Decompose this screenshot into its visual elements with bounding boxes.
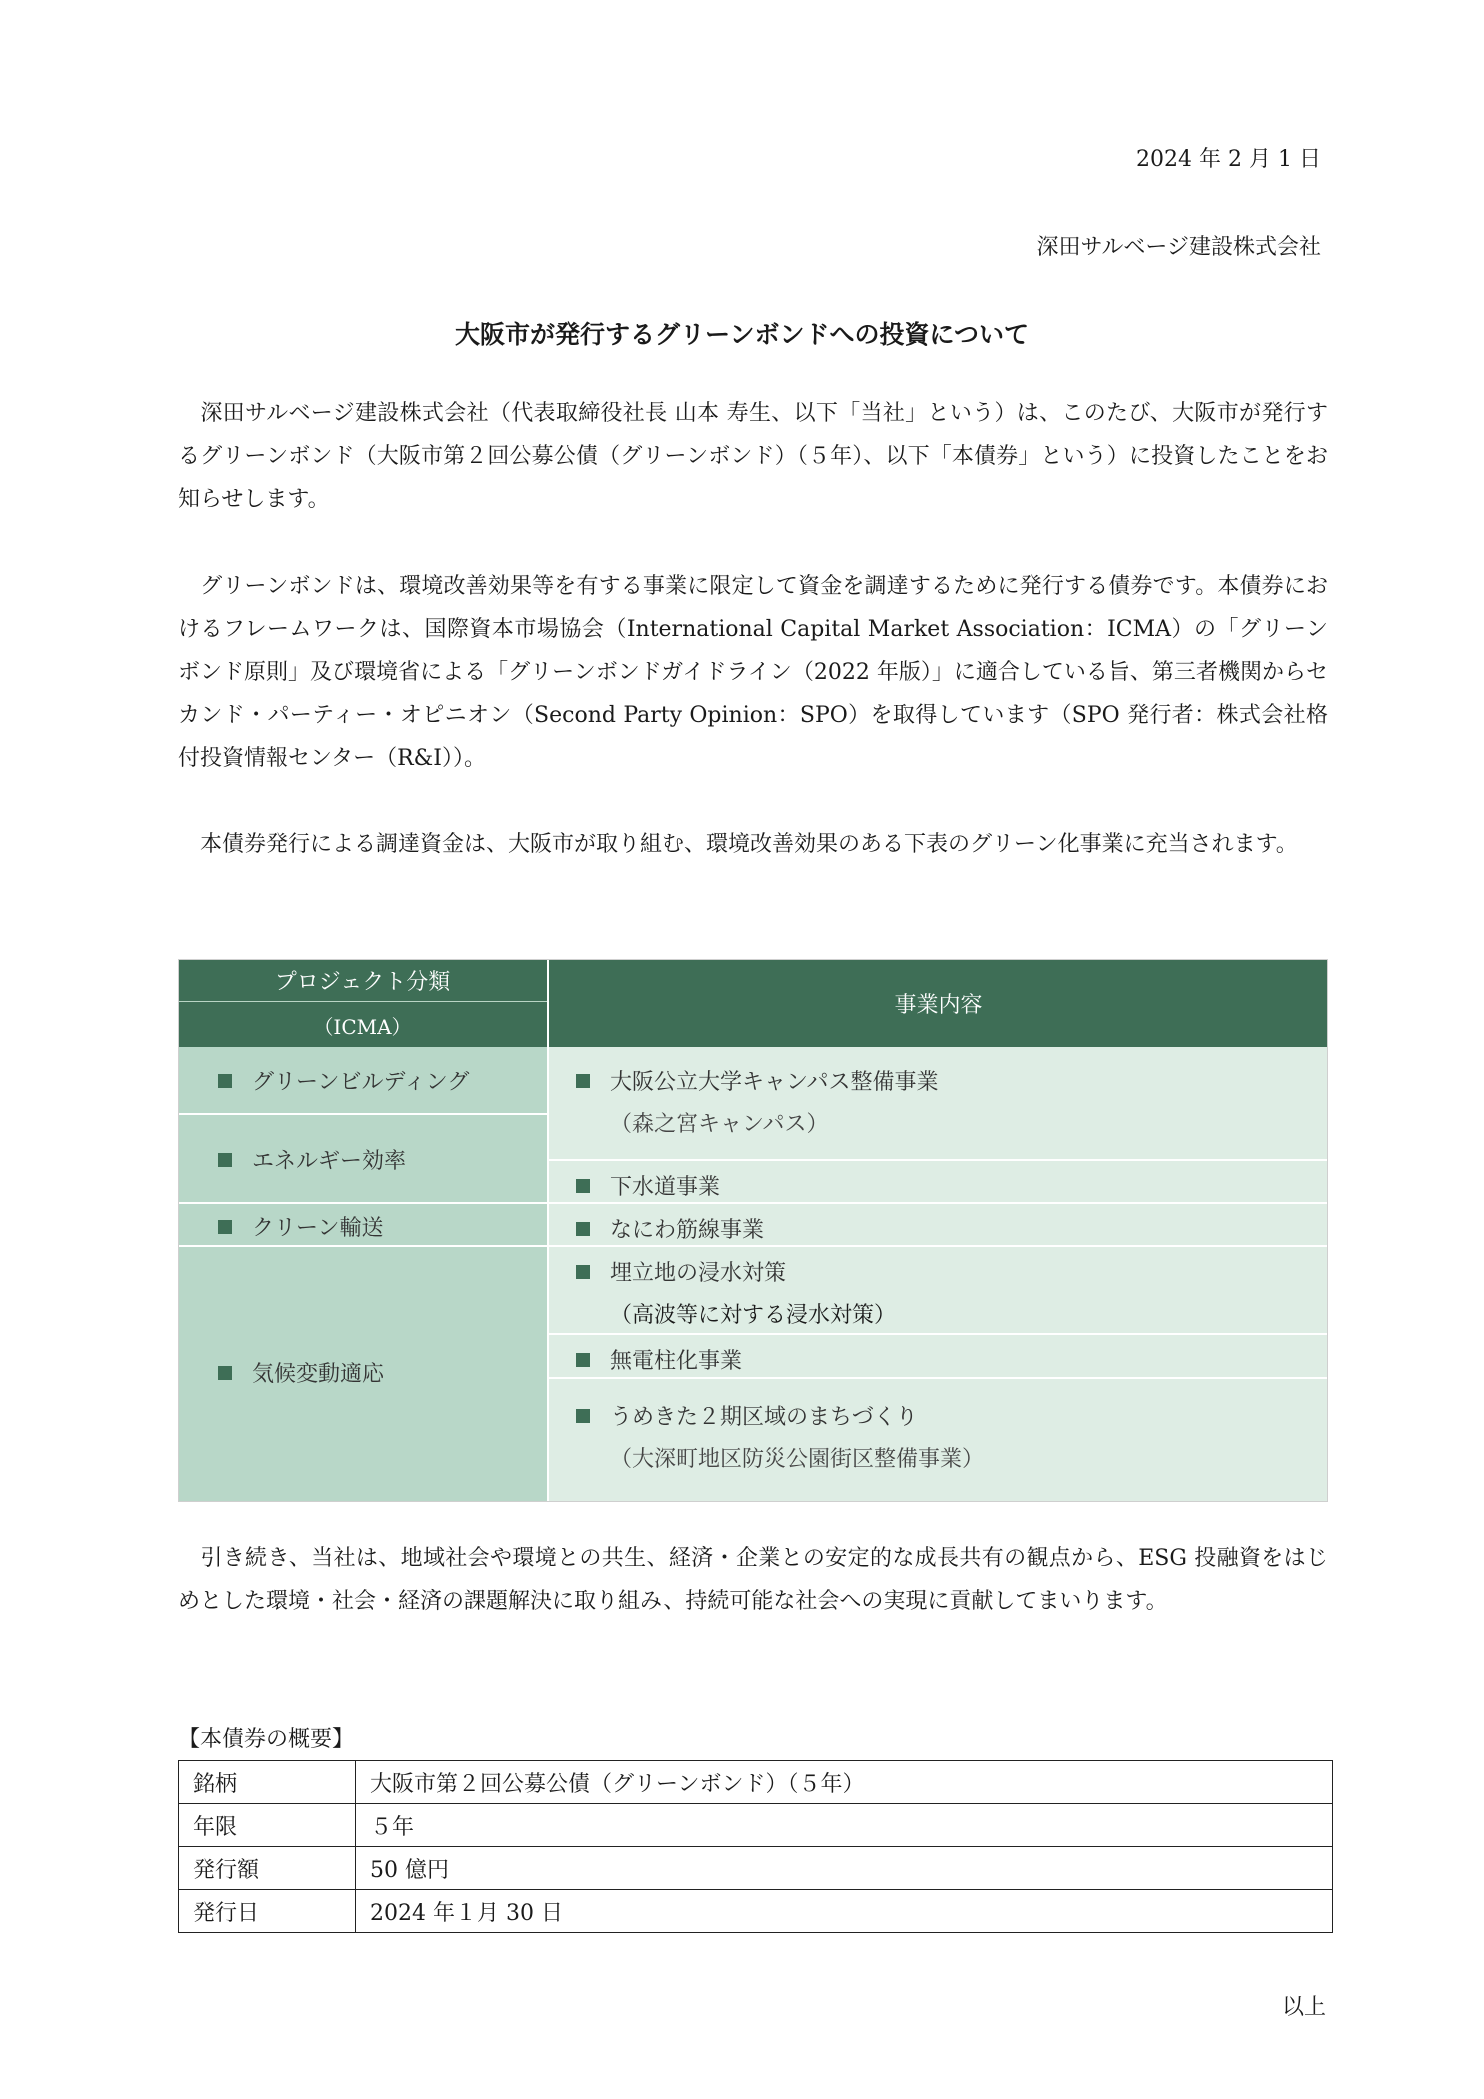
divider [549, 1377, 1328, 1379]
divider [547, 1047, 549, 1502]
divider [178, 1202, 547, 1204]
square-bullet-icon [576, 1222, 590, 1236]
project-table [178, 959, 1328, 1502]
project-item: 下水道事業 [576, 1170, 720, 1201]
project-item: うめきた２期区域のまちづくり （大深町地区防災公園街区整備事業） [576, 1400, 918, 1431]
divider [549, 1202, 1328, 1204]
document-date: 2024 年 2 月 1 日 [1136, 147, 1321, 172]
table-row: 年限 ５年 [179, 1804, 1333, 1847]
square-bullet-icon [218, 1220, 232, 1234]
square-bullet-icon [576, 1409, 590, 1423]
table-row: 発行額 50 億円 [179, 1847, 1333, 1890]
square-bullet-icon [576, 1074, 590, 1088]
project-item: 埋立地の浸水対策 （高波等に対する浸水対策） [576, 1256, 786, 1287]
project-content-header: 事業内容 [549, 959, 1328, 1047]
divider [178, 1245, 547, 1247]
project-item: 無電柱化事業 [576, 1344, 742, 1375]
project-category-header [178, 959, 547, 1047]
project-item: なにわ筋線事業 [576, 1213, 764, 1244]
category-item: グリーンビルディング [218, 1065, 469, 1096]
square-bullet-icon [218, 1153, 232, 1167]
square-bullet-icon [576, 1179, 590, 1193]
table-row: 銘柄 大阪市第２回公募公債（グリーンボンド）（５年） [179, 1761, 1333, 1804]
category-column [178, 1047, 547, 1502]
square-bullet-icon [218, 1074, 232, 1088]
category-item: エネルギー効率 [218, 1144, 406, 1175]
divider [549, 1245, 1328, 1247]
overview-table [178, 1760, 1333, 1933]
category-item: 気候変動適応 [218, 1357, 384, 1388]
divider [549, 1159, 1328, 1161]
square-bullet-icon [576, 1265, 590, 1279]
divider [549, 1333, 1328, 1335]
paragraph-closing-statement: 引き続き、当社は、地域社会や環境との共生、経済・企業との安定的な成長共有の観点から、ESG 投融資をはじめとした環境・社会・経済の課題解決に取り組み、持続可能な社会への実現に貢献してまいります。 [178, 1546, 1328, 1614]
square-bullet-icon [218, 1366, 232, 1380]
overview-label: 【本債券の概要】 [178, 1727, 355, 1752]
project-item: 大阪公立大学キャンパス整備事業 （森之宮キャンパス） [576, 1065, 938, 1096]
paragraph-use-of-funds: 本債券発行による調達資金は、大阪市が取り組む、環境改善効果のある下表のグリーン化事業に充当されます。 [200, 832, 1298, 857]
square-bullet-icon [576, 1353, 590, 1367]
category-item: クリーン輸送 [218, 1211, 384, 1242]
table-row: 発行日 2024 年１月 30 日 [179, 1890, 1333, 1933]
header-icma-label: （ICMA） [313, 1014, 412, 1039]
company-name: 深田サルベージ建設株式会社 [1036, 235, 1321, 260]
header-category-label: プロジェクト分類 [178, 959, 547, 1002]
closing-mark: 以上 [1281, 1995, 1326, 2020]
document-title: 大阪市が発行するグリーンボンドへの投資について [454, 320, 1029, 349]
divider [178, 1113, 547, 1115]
paragraph-greenbond: グリーンボンドは、環境改善効果等を有する事業に限定して資金を調達するために発行する債券です。本債券におけるフレームワークは、国際資本市場協会（International Capital Market Association：ICMA）の「グリーンボンド原則」及び環境省による「グリーンボンドガイドライン（2022 年版）」に適合している旨、第三者機関からセカンド・パーティー・オピニオン（Second Party Opinion：SPO）を取得しています（SPO 発行者：株式会社格付投資情報センター（R&I））。 [178, 574, 1328, 771]
paragraph-intro: 深田サルベージ建設株式会社（代表取締役社長 山本 寿生、以下「当社」という）は、このたび、大阪市が発行するグリーンボンド（大阪市第２回公募公債（グリーンボンド）（５年）、以下「本債券」という）に投資したことをお知らせします。 [178, 401, 1328, 512]
